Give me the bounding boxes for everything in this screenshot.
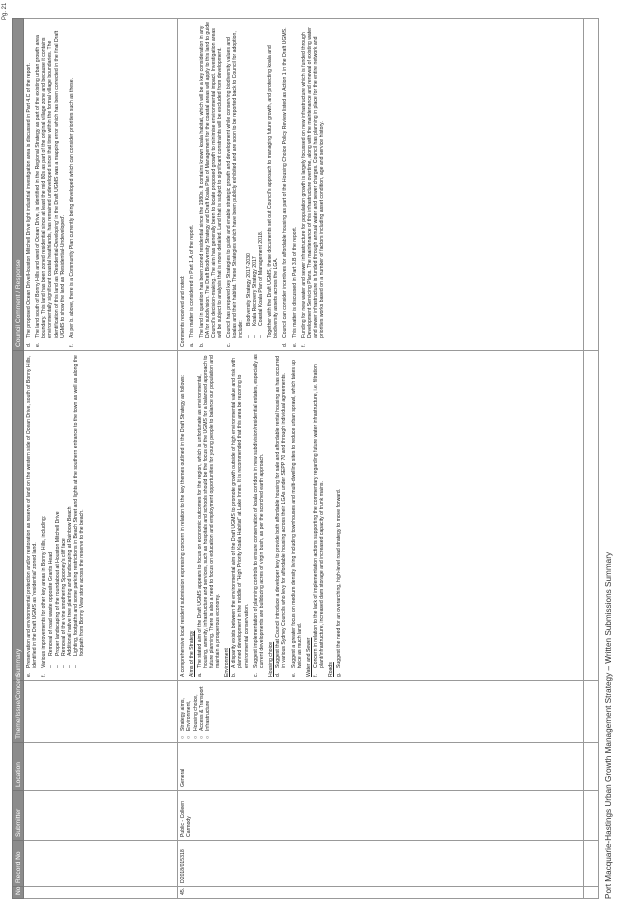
- list-item: a. This matter is considered in Part 1.A of the report.: [189, 224, 196, 347]
- list-item: f. Concern in relation to the lack of implementation actions supporting the commentary regarding future water infrastructure, i.e. filtration plant/infrastructure, increased dam storage and increased capacity of trunk mains.: [313, 364, 326, 677]
- cell-submitter: [24, 791, 178, 841]
- theme-item: ○ Housing choice,: [192, 694, 199, 739]
- list-item: d. Council can consider incentives for affordable housing as part of the Housing Choice Policy Review listed as Action 1 in the Draft UGMS.: [282, 27, 289, 347]
- theme-item: ○ Access & Transport: [198, 686, 205, 739]
- cell-no: 45.: [178, 887, 584, 899]
- bullet-item: – Removal of the vine smothering Spooney's cliff face: [60, 538, 67, 668]
- cell-council-response: [178, 19, 584, 351]
- cell-no: [24, 887, 178, 899]
- list-item: a. The stated aim of the Draft UGMS appears to focus on economic outcomes for the region, which is unfortunate as environmental, housing, amenity, infrastructure and services, such as hospitals and schools should be the focus of the UGMS for a balanced approach to future planning. There is also a need to focus on education and employment opportunities for young people to balance our population and maintain a prosperous economy.: [196, 355, 222, 677]
- cell-theme: [178, 681, 584, 743]
- bullet-item: – Proper landscaping of the roundabout at Houston Mitchell Drive: [54, 511, 61, 668]
- cell-summary: [178, 351, 584, 681]
- list-item: e. This matter is discussed in Part 3.B of the report.: [291, 226, 298, 347]
- section-heading: Roads: [328, 662, 335, 677]
- list-item: b. The land in question has been zoned residential since the 1980s. It contains known koala habitat, which will be a key consideration in any DA for subdivision. The Draft Biodiversity Strategy and Draft Koala Plan of Management for the coastal areas will apply to this land to guide Council's decision-making. The aim has generally been to locate proposed growth to minimise environmental impact. Investigation areas will be subject to analysis that is more detailed. Land that is subject to significant constraints will be excluded from development.: [198, 22, 224, 347]
- cell-theme: [24, 681, 178, 743]
- cell-record-no: D2018/015318: [178, 841, 584, 887]
- response-intro: Comments received and noted:: [180, 275, 187, 347]
- list-item: e. The land south of Bonny Hills and west of Ocean Drive, is identified in the Regional Strategy as part of the existing urban growth area boundary. This land has been zoned residential since at least the mid 80s as part of the original village zone and because it contains environmentally significant coastal heathlands, has remained undeveloped since that time within the formal village boundaries. The identification of this land as 'Residential-Developing' in the Draft UGMS was a mapping error which has been corrected in the final Draft UGMS to show the land as 'Residential-Undeveloped'.: [35, 30, 66, 347]
- section-heading: Environment: [224, 648, 231, 677]
- bullet-item: – Biodiversity Strategy 2017-2030: [245, 253, 252, 338]
- cell-summary: [24, 351, 178, 681]
- header-theme: Theme/Issue/Concern: [13, 681, 24, 743]
- cell-location: [24, 743, 178, 791]
- cell-location: General: [178, 743, 584, 791]
- cell-submitter: Public - Colleen Carmody: [178, 791, 584, 841]
- bullet-item: – Additional native tree planting and landscaping at Rainbow Beach: [66, 506, 73, 668]
- bullet-item: – Coastal Koala Plan of Management 2018.: [257, 230, 264, 338]
- theme-item: ○ Strategy aims,: [180, 698, 187, 739]
- submissions-table: [12, 18, 599, 899]
- header-location: Location: [13, 743, 24, 791]
- bullet-item: – Koala Recovery Strategy 2017: [251, 256, 258, 338]
- section-heading: Water and Sewer: [305, 637, 312, 677]
- theme-item: ○ Infrastructure: [204, 700, 211, 739]
- list-item: Together with the Draft UGMS, these documents set out Council's approach to managing future growth, and protecting koala and biodiversity assets across the LGA.: [267, 45, 280, 338]
- table-header-row: [13, 19, 24, 899]
- page-number: Pg. 21: [2, 2, 8, 20]
- header-record-no: Record No: [13, 841, 24, 887]
- document-title: Port Macquarie-Hastings Urban Growth Management Strategy – Written Submissions Summary: [604, 551, 613, 899]
- header-submitter: Submitter: [13, 791, 24, 841]
- list-item: b. A disparity exists between the environmental aim of the Draft UGMS to promote growth outside of high environmental value and risk with planned development in the middle of "High Priority Koala Habitat" at Lake Innes. It is recommended that this area be rezoning to environmental conservation.: [231, 357, 250, 677]
- cell-record-no: [24, 841, 178, 887]
- list-item: d. The proposed Ocean Drive/Houston Mitchell Drive light industrial investigation area is discussed in Part 4.C of the report.: [26, 63, 32, 347]
- list-item: f. Various improvements for other key areas in Bonny Hills, including:: [41, 515, 48, 677]
- list-item: e. Preservation and environmental protection and/or restoration as reserve of land on the western side of Ocean Drive, south of Bonny Hills, identified in the Draft UGMS as 'residential' zoned land.: [26, 355, 39, 677]
- list-item: c. Suggest implementation of planning controls to ensure conservation of koala corridors in new subdivision/residential estates, especially as current developments are bulldozing acres of virgin bush, as per the scorched earth approach.: [252, 354, 265, 677]
- header-council-response: Council Comment / Response: [13, 19, 24, 351]
- table-row: [584, 19, 599, 899]
- table-row: [178, 19, 584, 899]
- bullet-item: – Lighting, footpaths and some parking restrictions in Beach Street and lights at the southern entrance to the town as well as along the footpath from Bonny View store across the reserve to the beach.: [73, 355, 86, 668]
- table-row: [24, 19, 178, 899]
- list-item: d. Suggest that Council introduce a developer levy to provide both affordable housing for sale and affordable rental housing as has occurred in various Sydney Councils who levy for affordable housing across their LGAs under SEPP 70 and through individual agreements.: [275, 355, 288, 677]
- cell-council-response: [24, 19, 178, 351]
- section-heading: Aims of the Strategy: [189, 630, 196, 677]
- list-item: c. Council has prepared key Strategies to guide and enable strategic growth and development while conserving biodiversity values and koalas and their habitat. These Strategies which have been publicly exhibited and are soon to be reported back to Council for adoption, include:: [226, 31, 245, 347]
- theme-item: ○ Environment,: [186, 700, 193, 739]
- list-item: f. As per b. above, there is a Community Plan currently being developed which can consider priorities such as these.: [68, 77, 75, 347]
- bullet-item: – Removal of road waste opposite Grants Head: [48, 551, 55, 668]
- section-heading: Housing choice: [268, 641, 275, 677]
- list-item: f. Funding for new water and sewer infrastructure for population growth is largely focussed on new infrastructure which is funded through Development Servicing Plans. The maintenance of this infrastructure overtime, along with the maintenance and renewal of existing water and sewer infrastructure is funded through annual water and sewer charges. Council has planning in place for the entire network and priorities works based on a number of factors including asset condition, age and service history.: [300, 27, 326, 347]
- header-summary: Summary: [13, 351, 24, 681]
- list-item: g. Suggest the need for an overarching, high-level road strategy to move forward.: [335, 488, 342, 677]
- list-item: e. Suggest a greater focus on medium density living including townhouses and multi-dwelling sites to reduce urban sprawl, which takes up twice as much land.: [290, 359, 303, 677]
- summary-intro: A comprehensive local resident submission expressing concern in relation to the key themes outlined in the Draft Strategy as follows:: [180, 374, 187, 677]
- header-no: No: [13, 887, 24, 899]
